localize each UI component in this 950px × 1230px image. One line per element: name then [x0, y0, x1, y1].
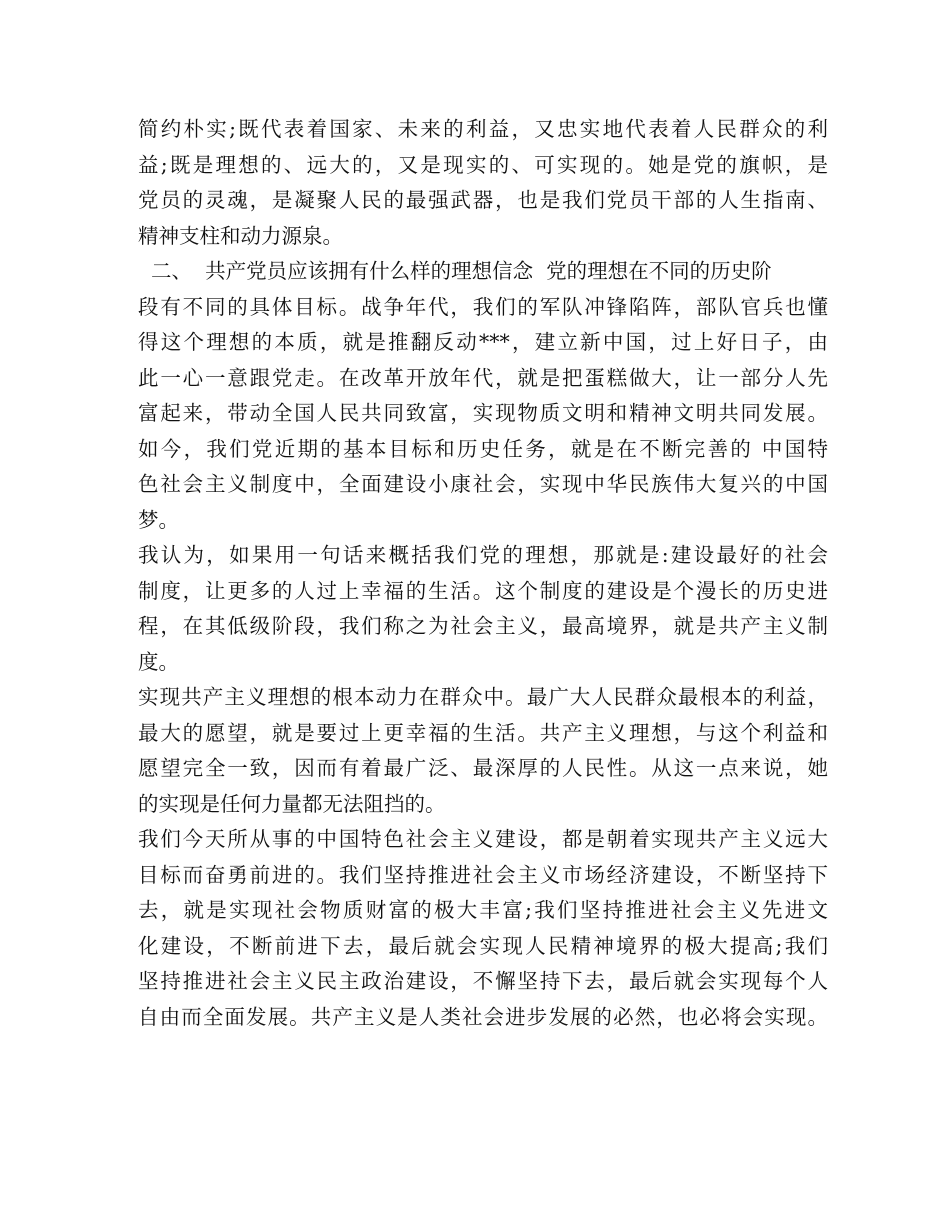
- text-line-20: 的实现是任何力量都无法阻挡的。: [138, 791, 446, 816]
- text-line-13: 我认为，如果用一句话来概括我们党的理想，那就是:建设最好的社会: [138, 543, 828, 567]
- text-line-18: 最大的愿望，就是要过上更幸福的生活。共产主义理想，与这个利益和: [138, 720, 828, 745]
- document-body: [138, 112, 828, 1035]
- text-line-2: 益;既是理想的、远大的，又是现实的、可实现的。她是党的旗帜，是: [138, 152, 828, 177]
- text-line-7: 得这个理想的本质，就是推翻反动***，建立新中国，过上好日子，由: [138, 330, 828, 354]
- text-line-11: 色社会主义制度中，全面建设小康社会，实现中华民族伟大复兴的中国: [138, 472, 828, 496]
- text-line-4: 精神支柱和动力源泉。: [138, 223, 343, 248]
- text-line-16: 度。: [138, 649, 179, 674]
- text-line-6: 段有不同的具体目标。战争年代，我们的军队冲锋陷阵，部队官兵也懂: [138, 294, 828, 319]
- text-line-21: 我们今天所从事的中国特色社会主义建设，都是朝着实现共产主义远大: [138, 827, 828, 851]
- text-line-19: 愿望完全一致，因而有着最广泛、最深厚的人民性。从这一点来说，她: [138, 756, 828, 780]
- section-heading-line: 二、 共产党员应该拥有什么样的理想信念 党的理想在不同的历史阶: [138, 259, 772, 283]
- text-line-26: 自由而全面发展。共产主义是人类社会进步发展的必然，也必将会实现。: [138, 1004, 828, 1029]
- text-line-10: 如今，我们党近期的基本目标和历史任务，就是在不断完善的 中国特: [138, 436, 828, 461]
- text-line-24: 化建设，不断前进下去，最后就会实现人民精神境界的极大提高;我们: [138, 933, 828, 958]
- text-line-9: 富起来，带动全国人民共同致富，实现物质文明和精神文明共同发展。: [138, 401, 828, 425]
- text-line-8: 此一心一意跟党走。在改革开放年代，就是把蛋糕做大，让一部分人先: [138, 365, 828, 390]
- text-line-12: 梦。: [138, 507, 179, 532]
- text-line-15: 程，在其低级阶段，我们称之为社会主义，最高境界，就是共产主义制: [138, 614, 828, 638]
- text-line-1: 简约朴实;既代表着国家、未来的利益，又忠实地代表着人民群众的利: [138, 117, 828, 141]
- text-line-3: 党员的灵魂，是凝聚人民的最强武器，也是我们党员干部的人生指南、: [138, 188, 828, 212]
- text-line-14: 制度，让更多的人过上幸福的生活。这个制度的建设是个漫长的历史进: [138, 578, 828, 603]
- text-line-23: 去，就是实现社会物质财富的极大丰富;我们坚持推进社会主义先进文: [138, 898, 828, 922]
- text-line-22: 目标而奋勇前进的。我们坚持推进社会主义市场经济建设，不断坚持下: [138, 862, 828, 887]
- text-line-17: 实现共产主义理想的根本动力在群众中。最广大人民群众最根本的利益，: [138, 685, 828, 709]
- text-line-25: 坚持推进社会主义民主政治建设，不懈坚持下去，最后就会实现每个人: [138, 969, 828, 993]
